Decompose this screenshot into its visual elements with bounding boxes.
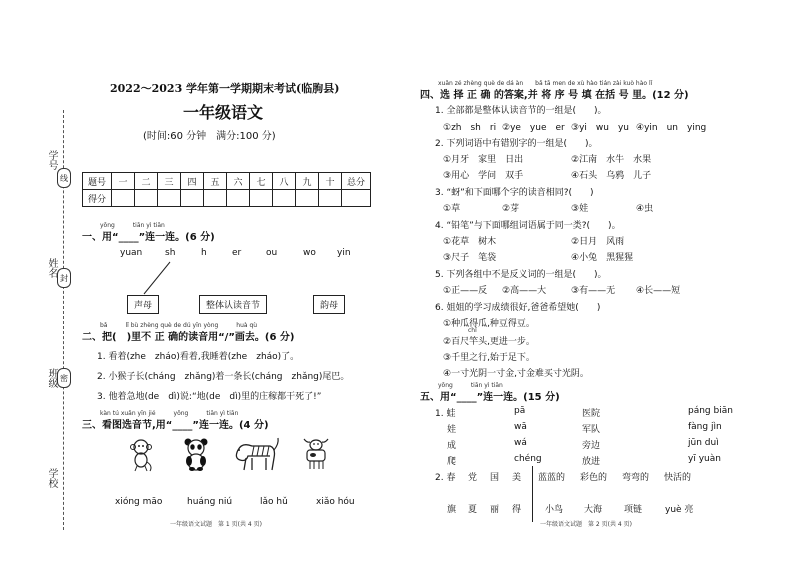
q5-divider	[532, 466, 533, 522]
q5-word: 医院	[582, 409, 601, 419]
score-cell-input[interactable]	[181, 190, 204, 207]
score-cell-input[interactable]	[319, 190, 342, 207]
q5-row2-word: 彩色的	[580, 473, 608, 483]
page-footer-right: 一年级语文试题 第 2 页(共 4 页)	[540, 521, 632, 528]
q4-opt[interactable]: ②ye yue er	[502, 123, 565, 133]
q1-syllable: sh	[165, 248, 176, 258]
q5-row3-char: 旗	[447, 505, 457, 515]
q1-syllable: yin	[337, 248, 351, 258]
q5-pinyin-item: wá	[514, 438, 527, 448]
q1-syllable: wo	[303, 248, 316, 258]
cow-icon	[301, 436, 331, 470]
q4-opt[interactable]: ①花草 树木	[443, 237, 497, 247]
score-cell-head: 题号	[83, 173, 112, 190]
score-table-score-row	[83, 190, 371, 207]
q5-row2-word: 弯弯的	[622, 473, 650, 483]
score-cell-input[interactable]	[273, 190, 296, 207]
exam-meta: (时间:60 分钟 满分:100 分)	[143, 131, 276, 142]
q4-opt[interactable]: ①草	[443, 204, 461, 214]
score-cell-input[interactable]	[204, 190, 227, 207]
q5-row3-char: 夏	[468, 505, 478, 515]
q1-box-finals[interactable]: 韵母	[313, 295, 345, 314]
q5-row2-char: 美	[512, 473, 522, 483]
q1-syllable: er	[232, 248, 242, 258]
score-cell-head: 五	[204, 173, 227, 190]
panda-icon	[183, 437, 209, 471]
exam-title: 2022～2023 学年第一学期期末考试(临朐县)	[110, 82, 340, 95]
q5-char: 爬	[447, 457, 457, 467]
q3-word: lǎo hǔ	[260, 497, 288, 507]
q4-opt[interactable]: ④虫	[636, 204, 654, 214]
q4-opt[interactable]: ①种瓜得瓜,种豆得豆。	[443, 319, 535, 329]
q4-sub2: 2. 下列词语中有错别字的一组是( )。	[435, 139, 598, 149]
score-cell-head: 总分	[342, 173, 371, 190]
q4-opt[interactable]: ①zh sh ri	[443, 123, 497, 133]
name-label: 姓名	[46, 258, 57, 278]
q3-word: xiǎo hóu	[316, 497, 355, 507]
score-table	[82, 172, 371, 207]
q4-opt[interactable]: ②高——大	[502, 286, 547, 296]
q5-pinyin-item: wā	[514, 422, 527, 432]
q2-item: 2. 小猴子长(cháng zhǎng)着一条长(cháng zhǎng)尾巴。	[97, 372, 350, 382]
score-cell-input[interactable]	[158, 190, 181, 207]
score-cell-head: 八	[273, 173, 296, 190]
q4-ruby-chi: chǐ	[468, 327, 477, 334]
q3-word: xióng māo	[115, 497, 163, 507]
q1-box-initials[interactable]: 声母	[127, 295, 159, 314]
q1-box-whole-syllables[interactable]: 整体认读音节	[199, 295, 267, 314]
score-cell-input[interactable]	[296, 190, 319, 207]
q4-opt[interactable]: ②日月 风雨	[571, 237, 625, 247]
q4-sub1: 1. 全部都是整体认读音节的一组是( )。	[435, 106, 607, 116]
score-cell-input[interactable]	[112, 190, 135, 207]
student-number-label: 学号	[46, 150, 57, 170]
q4-sub4: 4. “铅笔”与下面哪组词语属于同一类?( )。	[435, 221, 621, 231]
q4-opt[interactable]: ③娃	[571, 204, 589, 214]
q5-row2-char: 国	[490, 473, 500, 483]
score-cell-head: 二	[135, 173, 158, 190]
q5-pinyin-item: pā	[514, 406, 526, 416]
q5-word: 旁边	[582, 441, 601, 451]
school-label: 学校	[46, 468, 57, 488]
q2-title: 二、把( )里不 正 确的读音用“/”画去。(6 分)	[82, 332, 295, 343]
q1-syllable: h	[201, 248, 207, 258]
q5-pinyin: yōng tiān yì tiān	[438, 382, 503, 389]
score-cell-input[interactable]	[250, 190, 273, 207]
score-cell-input[interactable]	[342, 190, 371, 207]
q5-title: 五、用“____”连一连。(15 分)	[420, 392, 560, 403]
q2-pinyin: bǎ lǐ bù zhèng què de dú yīn yòng huà qù	[100, 322, 258, 329]
q4-opt[interactable]: ③用心 学问 双手	[443, 171, 524, 181]
q5-row2-char: 党	[468, 473, 478, 483]
q2-item: 1. 看着(zhe zháo)看着,我睡着(zhe zháo)了。	[97, 352, 300, 362]
q4-title: 四、选 择 正 确 的答案,并 将 序 号 填 在括 号 里。(12 分)	[420, 90, 689, 101]
q5-row3-word: 大海	[584, 505, 603, 515]
q2-item: 3. 他着急地(de dì)说:“地(de dì)里的庄稼都干死了!”	[97, 392, 322, 402]
monkey-icon	[128, 438, 154, 472]
q3-title: 三、看图选音节,用“____”连一连。(4 分)	[82, 420, 269, 431]
q5-char: 娃	[447, 425, 457, 435]
q4-opt[interactable]: ②江南 水牛 水果	[571, 155, 652, 165]
q5-word-pinyin: fàng jìn	[688, 422, 722, 432]
q3-word: huáng niú	[187, 497, 233, 507]
q5-row3-char: 丽	[490, 505, 500, 515]
q4-opt[interactable]: ④一寸光阴一寸金,寸金难买寸光阴。	[443, 369, 589, 379]
score-cell-head: 九	[296, 173, 319, 190]
seal-oval-line: 线	[57, 168, 71, 188]
q5-word-pinyin: yī yuàn	[688, 454, 721, 464]
score-cell-head: 四	[181, 173, 204, 190]
q4-opt[interactable]: ③千里之行,始于足下。	[443, 353, 535, 363]
q4-opt[interactable]: ④长——短	[636, 286, 681, 296]
score-cell-input[interactable]	[227, 190, 250, 207]
score-cell-input[interactable]	[135, 190, 158, 207]
q4-opt[interactable]: ②百尺竿头,更进一步。	[443, 337, 535, 347]
q4-pinyin: xuǎn zé zhèng què de dá àn bǎ tā men de xù hào tián zài kuò hào lǐ	[438, 80, 653, 87]
score-cell-head: 七	[250, 173, 273, 190]
q5-row2-word: 快活的	[664, 473, 692, 483]
q1-connect-line	[140, 258, 180, 298]
q4-opt[interactable]: ③有——无	[571, 286, 616, 296]
q4-opt[interactable]: ④小兔 黑猩猩	[571, 253, 634, 263]
score-cell-head: 三	[158, 173, 181, 190]
score-table-header-row	[83, 173, 371, 190]
tiger-icon	[232, 436, 280, 472]
q4-opt[interactable]: ③yi wu yu	[571, 123, 629, 133]
q4-opt[interactable]: ①月牙 家里 日出	[443, 155, 524, 165]
subject-title: 一年级语文	[183, 103, 264, 122]
q4-opt[interactable]: ③尺子 笔袋	[443, 253, 497, 263]
q4-opt[interactable]: ④yin un ying	[636, 123, 707, 133]
q5-word: 军队	[582, 425, 601, 435]
score-cell-label: 得分	[83, 190, 112, 207]
q1-title: 一、用“____”连一连。(6 分)	[82, 232, 215, 243]
q4-sub3: 3. “蚜”和下面哪个字的读音相同?( )	[435, 188, 594, 198]
q5-row3-word: yuè 亮	[665, 505, 694, 515]
page-footer-left: 一年级语文试题 第 1 页(共 4 页)	[170, 521, 262, 528]
q5-row3-char: 得	[512, 505, 522, 515]
q4-sub5: 5. 下列各组中不是反义词的一组是( )。	[435, 270, 607, 280]
score-cell-head: 十	[319, 173, 342, 190]
q4-opt[interactable]: ①正——反	[443, 286, 488, 296]
score-cell-head: 一	[112, 173, 135, 190]
class-label: 班级	[46, 368, 57, 388]
q1-pinyin: yōng tiān yì tiān	[100, 222, 165, 229]
q4-opt[interactable]: ④石头 乌鸦 儿子	[571, 171, 652, 181]
q1-syllable: ou	[266, 248, 278, 258]
q3-pinyin: kàn tú xuǎn yīn jié yōng tiān yì tiān	[100, 410, 239, 417]
q5-word-pinyin: páng biān	[688, 406, 733, 416]
seal-oval-seal: 封	[57, 268, 71, 288]
q4-sub6: 6. 姐姐的学习成绩很好,爸爸希望她( )	[435, 303, 601, 313]
q5-row2-char: 2. 春	[435, 473, 456, 483]
q5-row3-word: 项链	[624, 505, 643, 515]
q5-pinyin-item: chéng	[514, 454, 542, 464]
q5-row3-word: 小鸟	[545, 505, 564, 515]
q4-opt[interactable]: ②芽	[502, 204, 520, 214]
seal-oval-secret: 密	[57, 368, 71, 388]
q5-word-pinyin: jūn duì	[688, 438, 719, 448]
q1-syllable: yuan	[120, 248, 143, 258]
q5-row2-word: 蓝蓝的	[538, 473, 566, 483]
q5-word: 放进	[582, 457, 601, 467]
q5-char: 1. 蛙	[435, 409, 456, 419]
q5-char: 成	[447, 441, 457, 451]
score-cell-head: 六	[227, 173, 250, 190]
